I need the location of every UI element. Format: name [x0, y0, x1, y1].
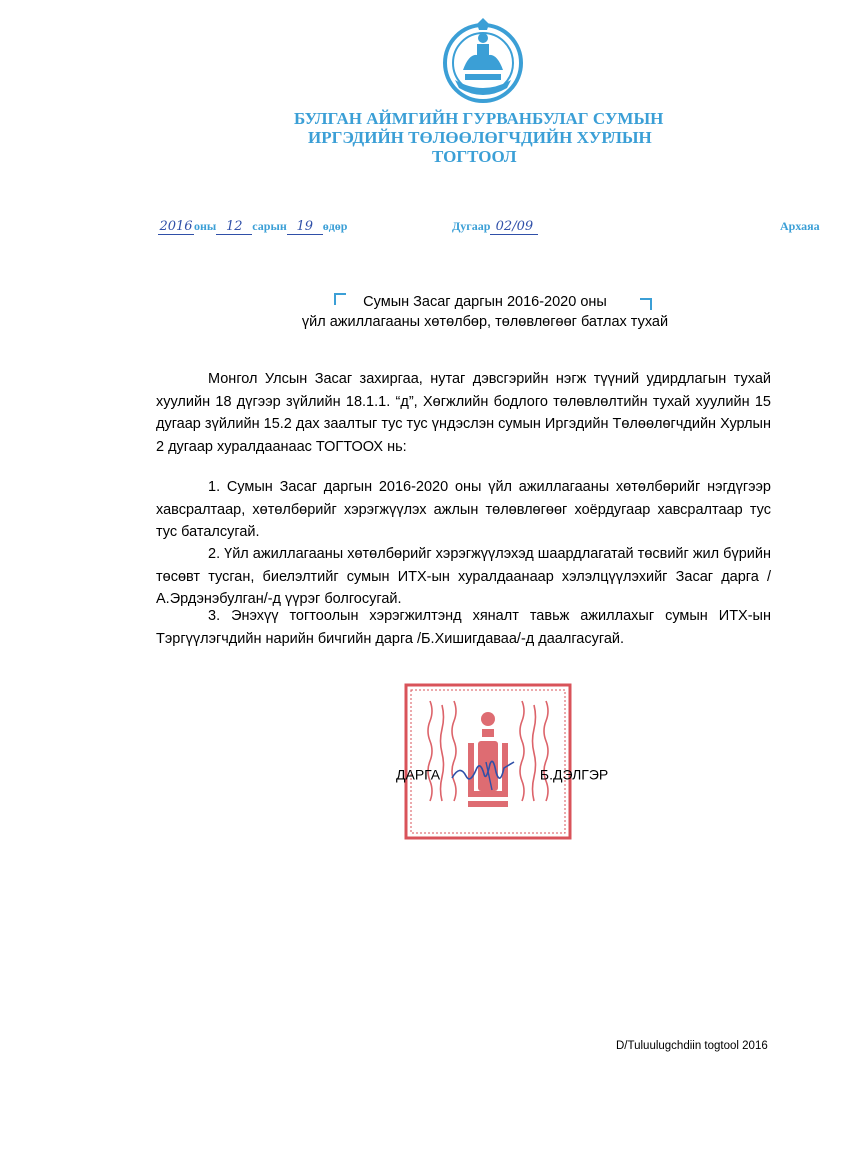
- date-year-suffix: оны: [194, 219, 217, 233]
- item-2-text: 2. Үйл ажиллагааны хөтөлбөрийг хэрэгжүүлэхэд шаардлагатай төсвийг жил бүрийн төсөвт тусган, биелэлтийг сумын ИТХ-ын хуралдаанаар хэлэлцүүлэхийг Засаг дарга /А.Эрдэнэбулган/-д үүрэг болгосугай.: [156, 546, 771, 608]
- document-header: [290, 109, 670, 166]
- date-day-suffix: өдөр: [322, 219, 348, 233]
- item-1-text: 1. Сумын Засаг даргын 2016-2020 оны үйл ажиллагааны хөтөлбөрийг нэгдүгээр хавсралтаар, хөтөлбөрийг хэрэгжүүлэх ажлын төлөвлөгөөг хоёрдугаар хавсралтаар тус тус баталсугай.: [156, 479, 771, 541]
- subject-line1: Сумын Засаг даргын 2016-2020 оны: [363, 294, 607, 310]
- signature-block: [396, 760, 608, 792]
- number-field: [452, 219, 538, 235]
- header-document-type: ТОГТООЛ: [432, 147, 517, 166]
- signatory-title: ДАРГА: [396, 766, 441, 783]
- resolution-subject: [250, 292, 720, 332]
- date-field: [158, 219, 347, 235]
- header-organization-line1: БУЛГАН АЙМГИЙН ГУРВАНБУЛАГ СУМЫН: [294, 109, 664, 128]
- subject-line2: үйл ажиллагааны хөтөлбөр, төлөвлөгөөг батлах тухай: [301, 314, 669, 330]
- number-handwritten: 02/09: [490, 220, 538, 235]
- header-organization-line2: ИРГЭДИЙН ТӨЛӨӨЛӨГЧДИЙН ХУРЛЫН: [308, 128, 652, 147]
- number-label: Дугаар: [452, 219, 491, 233]
- resolution-item-1: [156, 476, 771, 544]
- body-preamble: [156, 368, 771, 458]
- resolution-item-2: [156, 543, 771, 611]
- date-month-suffix: сарын: [252, 219, 287, 233]
- date-day-handwritten: 19: [287, 220, 323, 235]
- handwritten-signature: [446, 760, 534, 792]
- state-emblem-icon: [441, 18, 525, 104]
- date-month-handwritten: 12: [216, 220, 252, 235]
- signatory-name: Б.ДЭЛГЭР: [539, 766, 609, 783]
- resolution-item-3: [156, 605, 771, 650]
- preamble-text: Монгол Улсын Засаг захиргаа, нутаг дэвсгэрийн нэгж түүний удирдлагын тухай хуулийн 18 дүгээр зүйлийн 18.1.1. “д”, Хөгжлийн бодлого төлөвлөлтийн тухай хуулийн 15 дугаар зүйлийн 15.2 дах заалтыг тус тус үндэслэн сумын Иргэдийн Төлөөлөгчдийн Хурлын 2 дугаар хуралдаанаас ТОГТООХ нь:: [156, 371, 771, 455]
- place-name: Архаяа: [780, 219, 820, 233]
- file-reference: D/Tuluulugchdiin togtool 2016: [616, 1040, 768, 1052]
- date-year-handwritten: 2016: [159, 219, 193, 234]
- item-3-text: 3. Энэхүү тогтоолын хэрэгжилтэнд хяналт тавьж ажиллахыг сумын ИТХ-ын Тэргүүлэгчдийн нарийн бичгийн дарга /Б.Хишигдаваа/-д даалгасугай.: [156, 608, 771, 647]
